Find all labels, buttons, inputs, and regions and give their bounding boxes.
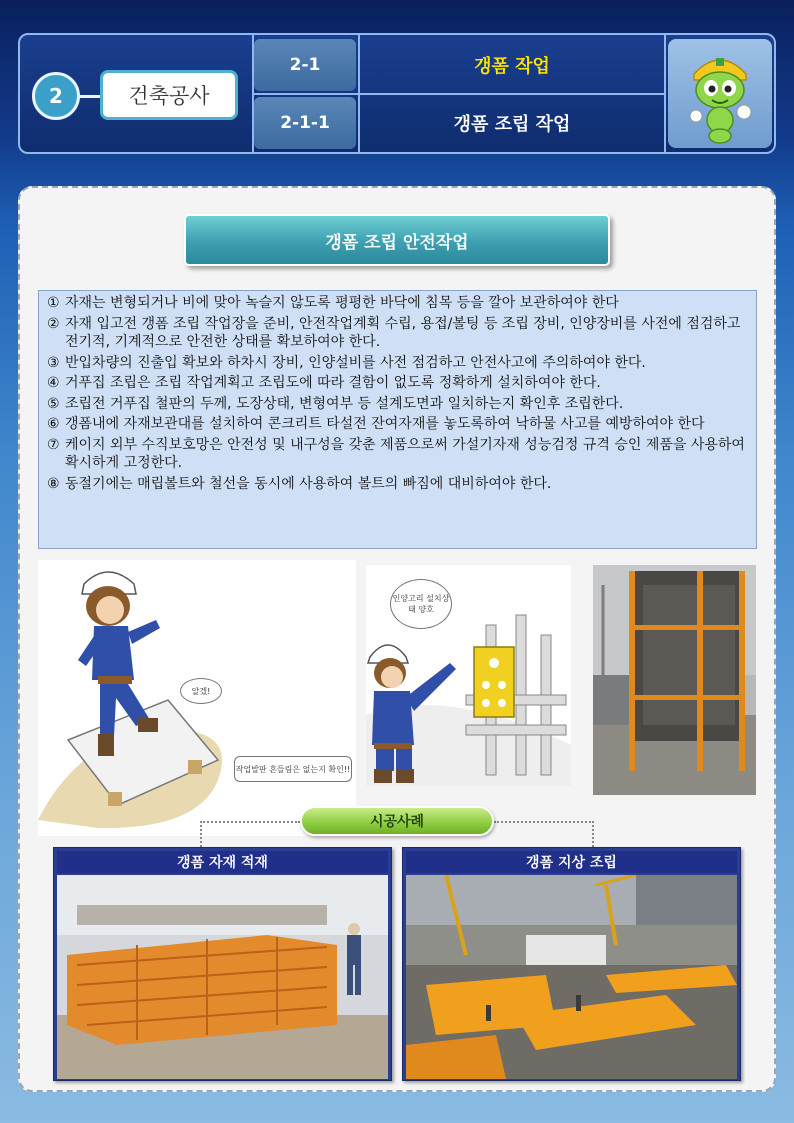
connector-line	[78, 95, 102, 98]
safety-rules-list	[38, 290, 757, 549]
section-number-badge: 2	[32, 72, 80, 120]
case-label: 시공사례	[300, 806, 494, 836]
list-item: ② 자재 입고전 갱폼 조립 작업장을 준비, 안전작업계획 수립, 용접/볼팅 등 조립 장비, 인양장비를 사전에 점검하고 전기적, 기계적으로 안전한 상태를 확보하여야 한다.	[47, 315, 741, 350]
speech-bubble: 인양고리 설치상태 양호	[390, 579, 452, 629]
photo-title: 갱폼 지상 조립	[406, 851, 737, 873]
speech-bubble: 알겠!	[180, 678, 222, 704]
photo-gang-form-assembly	[402, 847, 741, 1081]
title-1: 갱폼 작업	[474, 56, 550, 77]
code-1: 2-1	[254, 39, 356, 91]
section-category	[20, 35, 252, 152]
divider	[664, 35, 666, 152]
mascot-image	[668, 39, 772, 148]
list-item: ① 자재는 변형되거나 비에 맞아 녹슬지 않도록 평평한 바닥에 침목 등을 깔아 보관하여야 한다	[47, 295, 619, 311]
section-title: 갱폼 조립 안전작업	[184, 214, 610, 266]
storage-photo-icon	[57, 875, 388, 1079]
category-label: 건축공사	[100, 70, 238, 120]
title-2: 갱폼 조립 작업	[453, 114, 571, 135]
dotted-line	[200, 821, 202, 847]
list-item: ⑥ 갱폼내에 자재보관대를 설치하여 콘크리트 타설전 잔여자재를 놓도록하여 낙하물 사고를 예방하여야 한다	[47, 416, 705, 432]
lifting-hook-illustration	[366, 565, 571, 786]
mascot-icon	[680, 44, 760, 144]
dotted-line	[200, 821, 300, 823]
header-bar	[18, 33, 776, 154]
assembly-photo-icon	[406, 875, 737, 1079]
gang-form-photo-icon	[593, 565, 756, 795]
code-2: 2-1-1	[254, 97, 356, 149]
list-item: ⑧ 동절기에는 매립볼트와 철선을 동시에 사용하여 볼트의 빠짐에 대비하여야 한다.	[47, 475, 552, 492]
list-item: ④ 거푸집 조립은 조립 작업계획고 조립도에 따라 결함이 없도록 정확하게 설치하여야 한다.	[47, 375, 601, 391]
list-item: ⑦ 케이지 외부 수직보호망은 안전성 및 내구성을 갖춘 제품으로써 가설기자재 성능검정 규격 승인 제품을 사용하여 확시하게 고정한다.	[47, 436, 745, 471]
speech-bubble: 작업발판 흔들림은 없는지 확인!!	[234, 756, 352, 782]
dotted-line	[592, 821, 594, 847]
list-item: ③ 반입차량의 진출입 확보와 하차시 장비, 인양설비를 사전 점검하고 안전사고에 주의하여야 한다.	[47, 354, 646, 371]
worker-on-board-illustration	[38, 560, 356, 836]
gang-form-photo	[593, 565, 756, 795]
photo-title: 갱폼 자재 적재	[57, 851, 388, 873]
list-item: ⑤ 조립전 거푸집 철판의 두께, 도장상태, 변형여부 등 설계도면과 일치하는지 확인후 조립한다.	[47, 395, 624, 412]
photo-gang-form-storage	[53, 847, 392, 1081]
dotted-line	[494, 821, 594, 823]
